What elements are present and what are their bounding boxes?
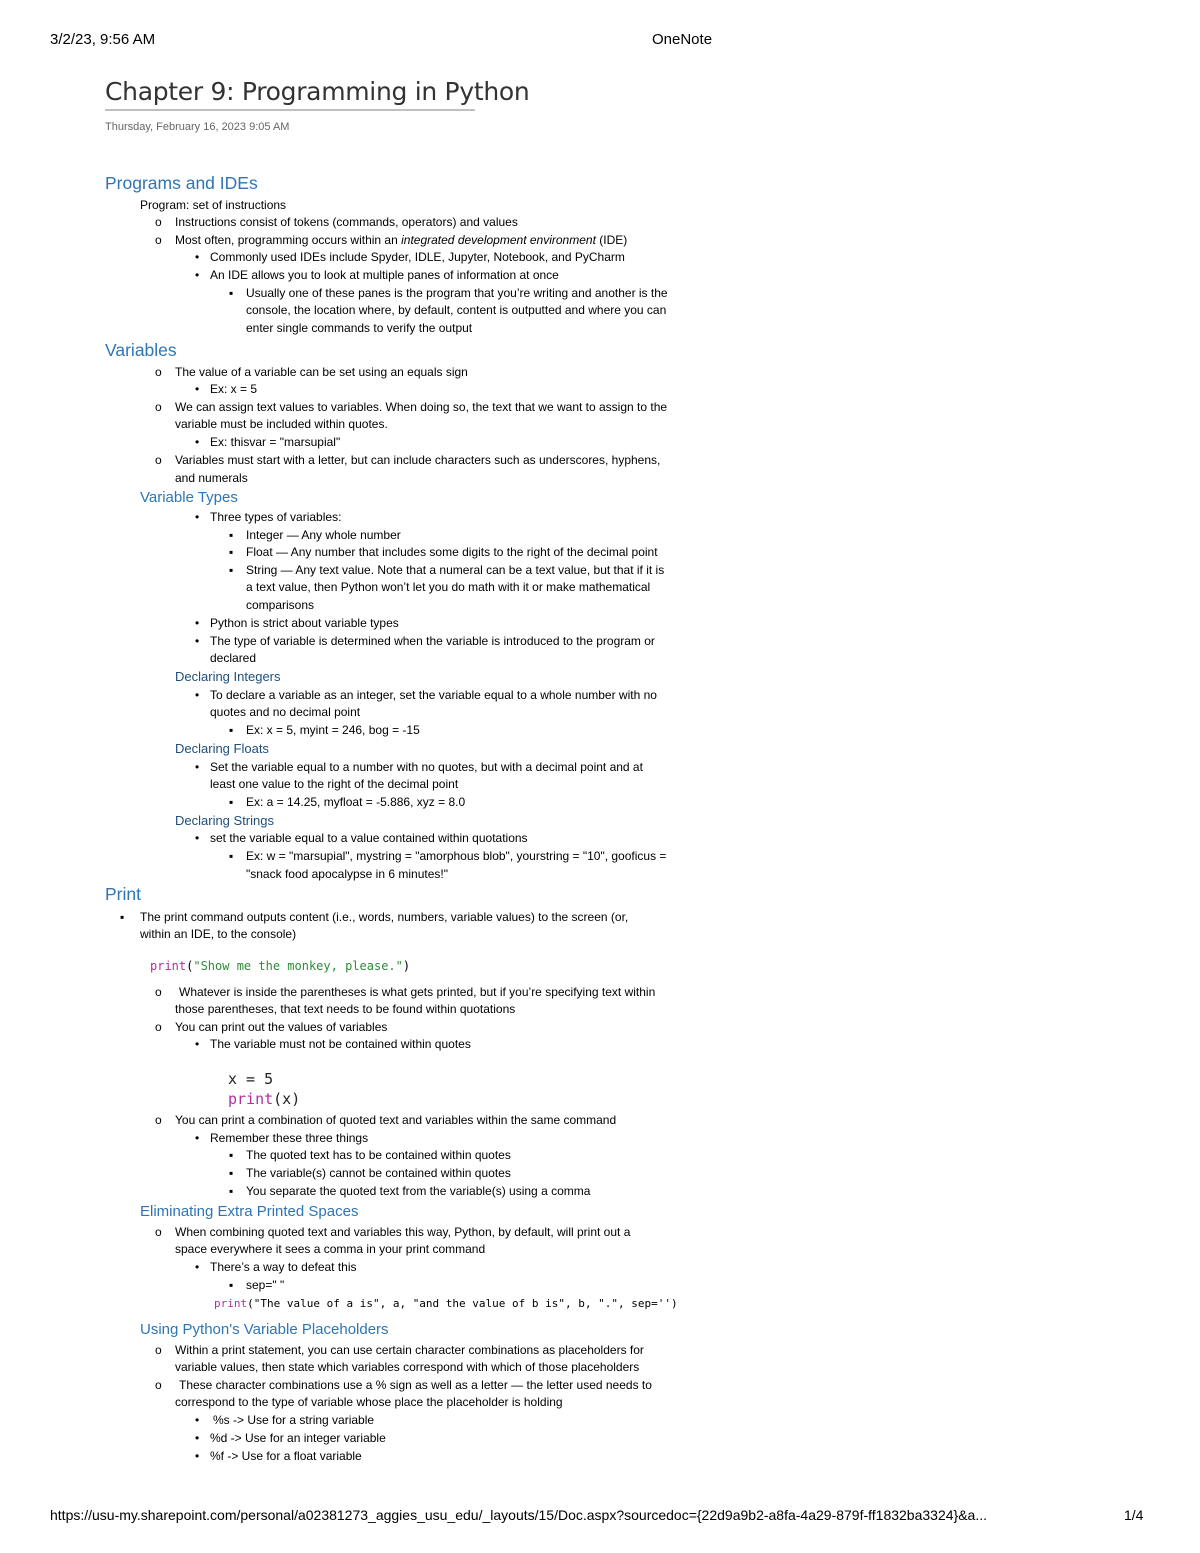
text-line: Within a print statement, you can use certain character combinations as placeholders for [175, 1343, 644, 1357]
text-line: Program: set of instructions [140, 198, 287, 212]
text-line: Ex: thisvar = "marsupial" [210, 435, 341, 449]
text-line: within an IDE, to the console) [140, 927, 297, 941]
square-bullet-icon: ▪ [229, 1166, 234, 1180]
circle-bullet-icon: o [155, 215, 162, 229]
text-line: Ex: a = 14.25, myfloat = -5.886, xyz = 8.0 [246, 795, 466, 809]
text-line: Three types of variables: [210, 510, 342, 524]
text-line: The value of a variable can be set using an equals sign [175, 365, 468, 379]
text-line: Ex: x = 5 [210, 382, 258, 396]
title-underline [105, 109, 475, 111]
text-line: variable values, then state which variables correspond with which of those placeholders [175, 1360, 640, 1374]
dot-bullet-icon: • [195, 616, 200, 630]
text-line: When combining quoted text and variables this way, Python, by default, will print out a [175, 1225, 631, 1239]
text-line: Commonly used IDEs include Spyder, IDLE, Jupyter, Notebook, and PyCharm [210, 250, 625, 264]
text-line: These character combinations use a % sign as well as a letter — the letter used needs to [179, 1378, 652, 1392]
square-bullet-icon: ▪ [229, 563, 234, 577]
text-line: Most often, programming occurs within an integrated development environment (IDE) [175, 233, 628, 247]
dot-bullet-icon: • [195, 1449, 200, 1463]
square-bullet-icon: ▪ [229, 795, 234, 809]
heading-declaring-strings: Declaring Strings [175, 813, 274, 828]
page-title[interactable]: Chapter 9: Programming in Python [105, 77, 530, 106]
dot-bullet-icon: • [195, 510, 200, 524]
square-bullet-icon: ▪ [229, 1278, 234, 1292]
heading-placeholders: Using Python's Variable Placeholders [140, 1321, 389, 1338]
text-line: The quoted text has to be contained within quotes [246, 1148, 511, 1162]
dot-bullet-icon: • [195, 435, 200, 449]
app-name: OneNote [652, 31, 713, 48]
text-line: sep=" " [246, 1278, 285, 1292]
code-line-assign[interactable]: x = 5 [228, 1070, 274, 1088]
dot-bullet-icon: • [195, 1413, 200, 1427]
code-block-print-monkey[interactable]: print("Show me the monkey, please.") [150, 959, 411, 973]
text-line: comparisons [246, 598, 315, 612]
text-line: declared [210, 651, 257, 665]
text-line: Python is strict about variable types [210, 616, 399, 630]
text-line: space everywhere it sees a comma in your print command [175, 1242, 486, 1256]
circle-bullet-icon: o [155, 453, 162, 467]
text-line: Ex: x = 5, myint = 246, bog = -15 [246, 723, 420, 737]
page-number: 1/4 [1124, 1507, 1144, 1523]
heading-programs-ides: Programs and IDEs [105, 173, 258, 193]
text-line: those parentheses, that text needs to be found within quotations [175, 1002, 516, 1016]
text-line: An IDE allows you to look at multiple panes of information at once [210, 268, 559, 282]
square-bullet-icon: ▪ [229, 286, 234, 300]
text-line: "snack food apocalypse in 6 minutes!" [246, 867, 448, 881]
dot-bullet-icon: • [195, 1260, 200, 1274]
heading-print: Print [105, 884, 141, 904]
dot-bullet-icon: • [195, 760, 200, 774]
text-line: Float — Any number that includes some digits to the right of the decimal point [246, 545, 658, 559]
text-line: quotes and no decimal point [210, 705, 361, 719]
heading-variables: Variables [105, 340, 177, 360]
text-line: %f -> Use for a float variable [210, 1449, 362, 1463]
dot-bullet-icon: • [195, 634, 200, 648]
text-line: and numerals [175, 471, 248, 485]
text-line: Whatever is inside the parentheses is what gets printed, but if you’re specifying text within [179, 985, 656, 999]
dot-bullet-icon: • [195, 688, 200, 702]
dot-bullet-icon: • [195, 268, 200, 282]
text-line: You can print out the values of variables [175, 1020, 388, 1034]
text-line: enter single commands to verify the output [246, 321, 473, 335]
square-bullet-icon: ▪ [229, 528, 234, 542]
square-bullet-icon: ▪ [229, 545, 234, 559]
dot-bullet-icon: • [195, 1037, 200, 1051]
circle-bullet-icon: o [155, 400, 162, 414]
text-line: set the variable equal to a value contained within quotations [210, 831, 528, 845]
circle-bullet-icon: o [155, 1113, 162, 1127]
text-line: To declare a variable as an integer, set the variable equal to a whole number with no [210, 688, 657, 702]
text-line: The variable(s) cannot be contained within quotes [246, 1166, 511, 1180]
dot-bullet-icon: • [195, 250, 200, 264]
circle-bullet-icon: o [155, 1343, 162, 1357]
text-line: Integer — Any whole number [246, 528, 401, 542]
text-line: Instructions consist of tokens (commands, operators) and values [175, 215, 518, 229]
text-line: a text value, then Python won’t let you do math with it or make mathematical [246, 580, 651, 594]
text-line: %s -> Use for a string variable [213, 1413, 375, 1427]
square-bullet-icon: ▪ [229, 723, 234, 737]
heading-declaring-integers: Declaring Integers [175, 669, 281, 684]
print-timestamp: 3/2/23, 9:56 AM [50, 31, 156, 48]
text-line: You separate the quoted text from the variable(s) using a comma [246, 1184, 591, 1198]
square-bullet-icon: ▪ [229, 1148, 234, 1162]
heading-declaring-floats: Declaring Floats [175, 741, 269, 756]
text-line: %d -> Use for an integer variable [210, 1431, 386, 1445]
circle-bullet-icon: o [155, 1225, 162, 1239]
text-line: Ex: w = "marsupial", mystring = "amorphous blob", yourstring = "10", gooficus = [246, 849, 667, 863]
text-line: Set the variable equal to a number with no quotes, but with a decimal point and at [210, 760, 643, 774]
circle-bullet-icon: o [155, 365, 162, 379]
text-line: Remember these three things [210, 1131, 369, 1145]
text-line: We can assign text values to variables. When doing so, the text that we want to assign to the [175, 400, 668, 414]
text-line: Usually one of these panes is the program that you’re writing and another is the [246, 286, 668, 300]
circle-bullet-icon: o [155, 1020, 162, 1034]
square-bullet-icon: ▪ [229, 1184, 234, 1198]
square-bullet-icon: ▪ [229, 849, 234, 863]
text-line: The type of variable is determined when the variable is introduced to the program or [210, 634, 655, 648]
dot-bullet-icon: • [195, 382, 200, 396]
circle-bullet-icon: o [155, 1378, 162, 1392]
text-line: The variable must not be contained within quotes [210, 1037, 471, 1051]
dot-bullet-icon: • [195, 1431, 200, 1445]
square-bullet-icon: ▪ [120, 910, 125, 924]
text-line: The print command outputs content (i.e., words, numbers, variable values) to the screen (or, [140, 910, 629, 924]
circle-bullet-icon: o [155, 233, 162, 247]
dot-bullet-icon: • [195, 1131, 200, 1145]
footer-url[interactable]: https://usu-my.sharepoint.com/personal/a02381273_aggies_usu_edu/_layouts/15/Doc.aspx?sourcedoc={22d9a9b2-a8fa-4a29-879f-ff1832ba3324}&a... [50, 1507, 987, 1523]
text-line: Variables must start with a letter, but can include characters such as underscores, hyphens, [175, 453, 661, 467]
text-line: String — Any text value. Note that a numeral can be a text value, but that if it is [246, 563, 665, 577]
heading-variable-types: Variable Types [140, 489, 238, 506]
heading-eliminating-spaces: Eliminating Extra Printed Spaces [140, 1203, 359, 1220]
code-line-print-x[interactable]: print(x) [228, 1090, 301, 1108]
text-line: least one value to the right of the decimal point [210, 777, 459, 791]
page-date: Thursday, February 16, 2023 9:05 AM [105, 121, 290, 133]
text-line: console, the location where, by default, content is outputted and where you can [246, 303, 667, 317]
text-line: correspond to the type of variable whose place the placeholder is holding [175, 1395, 563, 1409]
dot-bullet-icon: • [195, 831, 200, 845]
circle-bullet-icon: o [155, 985, 162, 999]
text-line: There’s a way to defeat this [210, 1260, 357, 1274]
text-line: You can print a combination of quoted text and variables within the same command [175, 1113, 617, 1127]
code-line-sep[interactable]: print("The value of a is", a, "and the value of b is", b, ".", sep='') [214, 1297, 678, 1310]
text-line: variable must be included within quotes. [175, 417, 388, 431]
